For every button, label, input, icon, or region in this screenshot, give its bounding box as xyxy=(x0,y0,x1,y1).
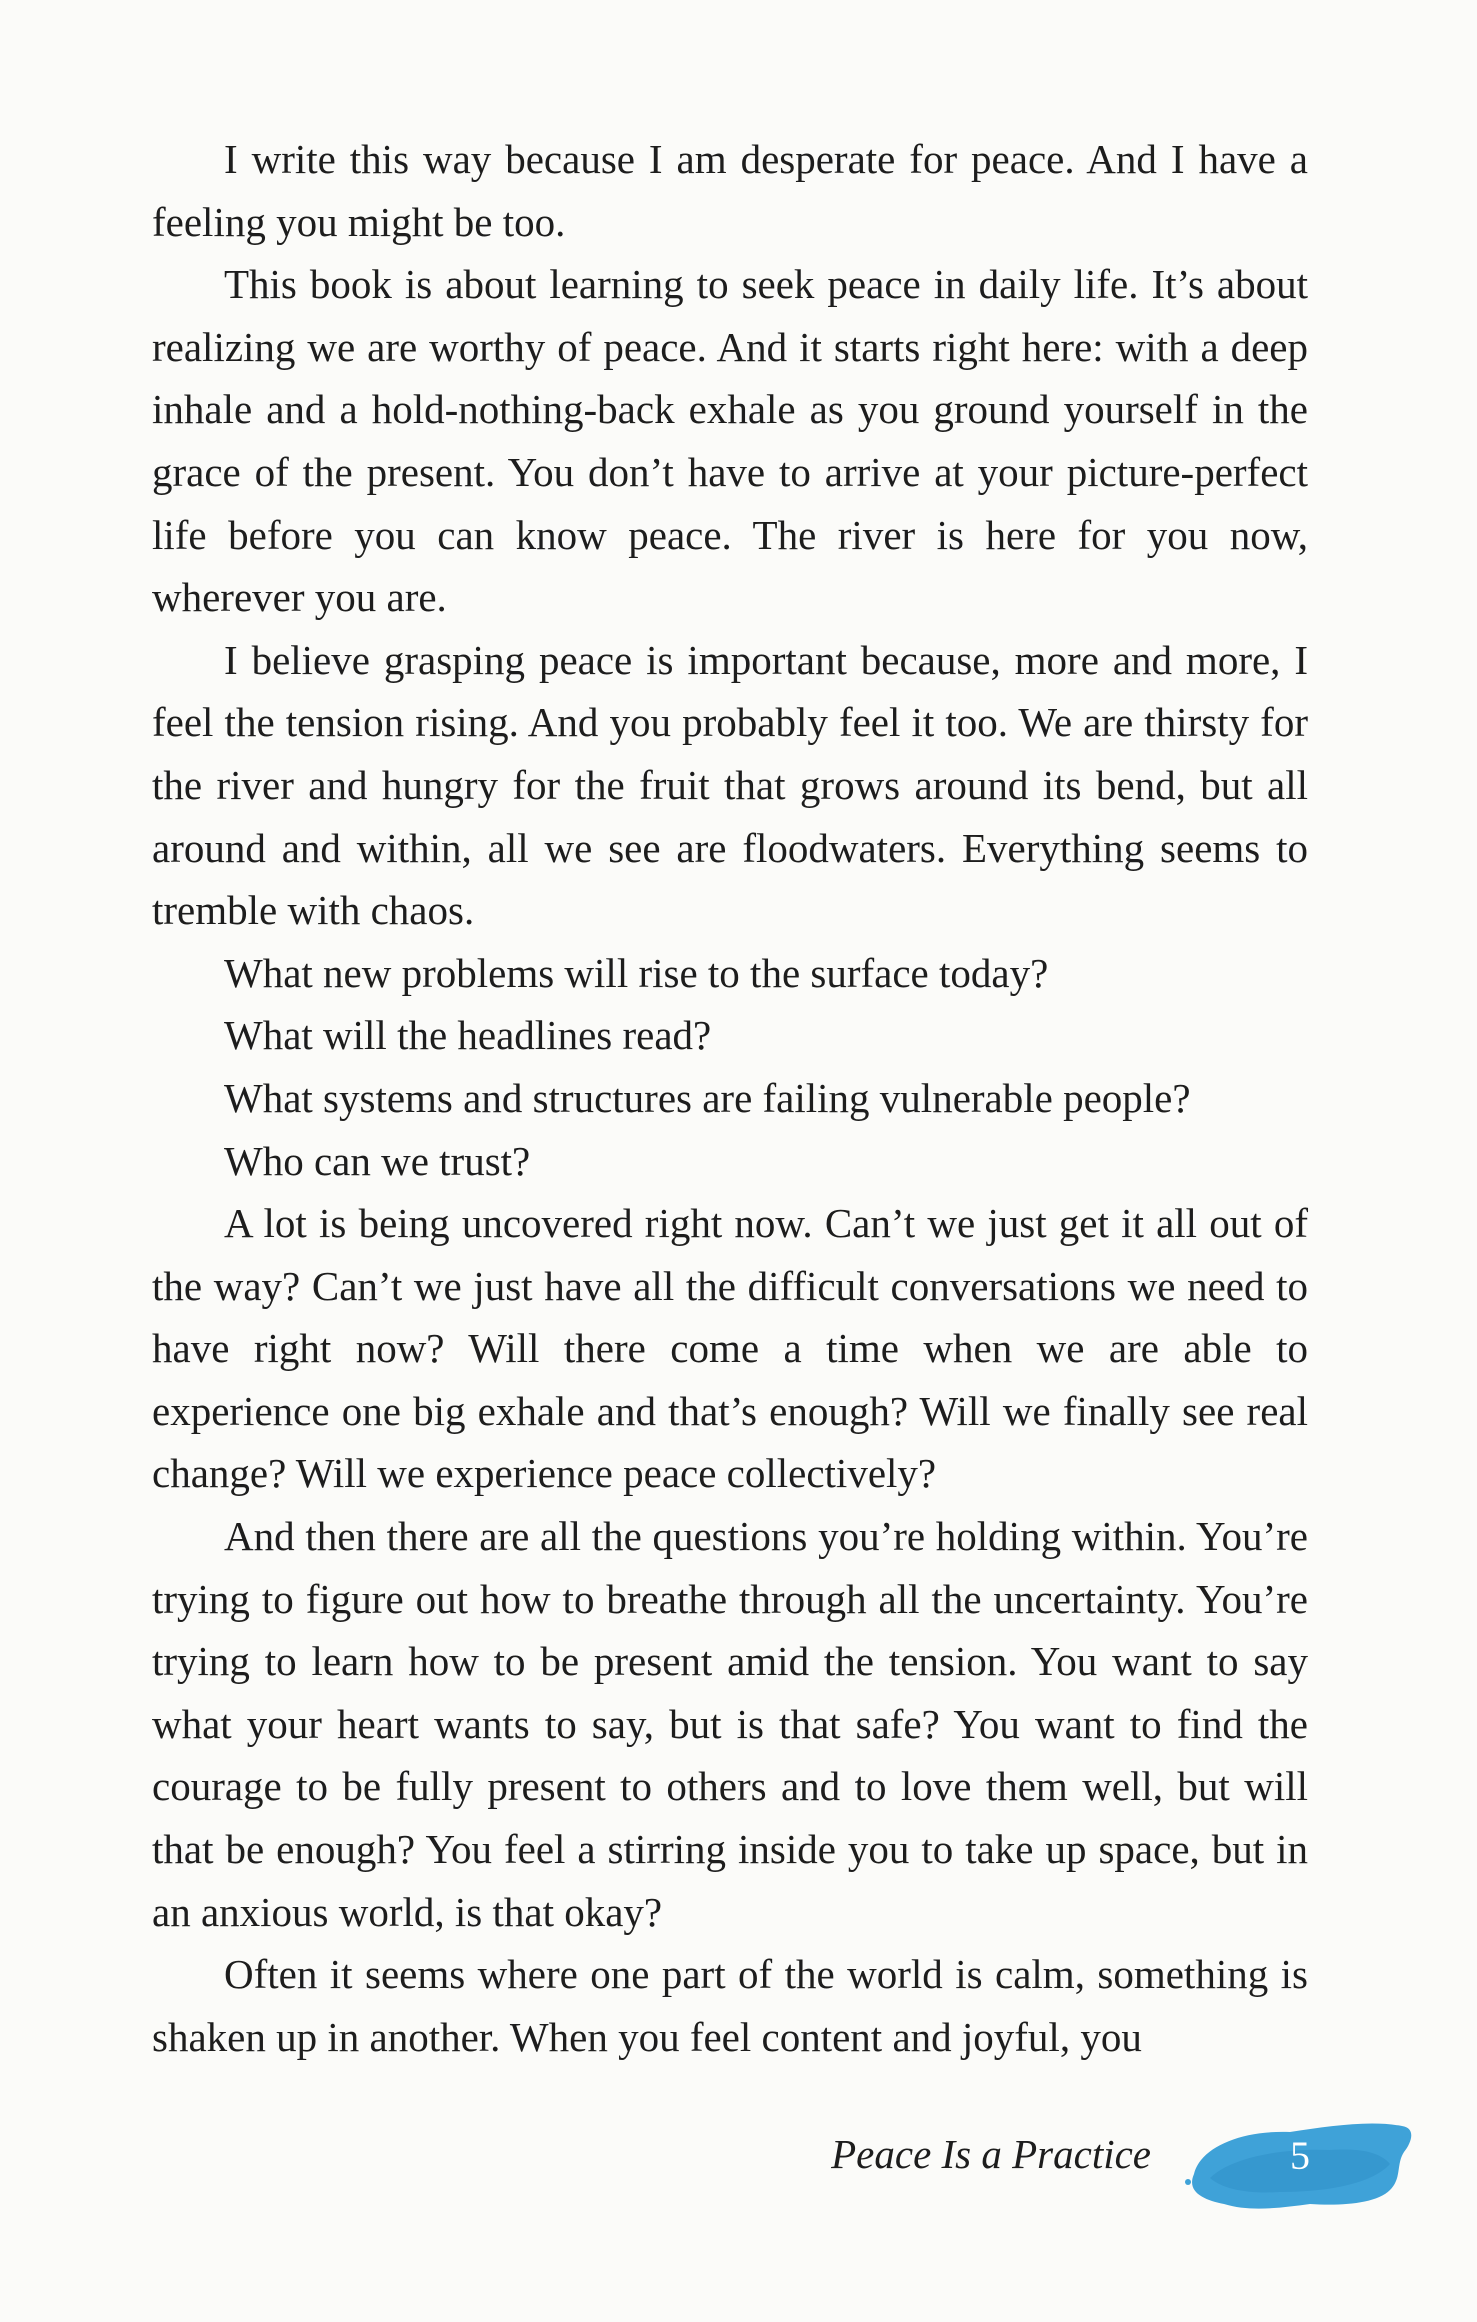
paragraph-5: And then there are all the questions you’re holding within. You’re trying to figure out how to breathe through all the uncertainty. You’re trying to learn how to be present amid the tension. You want to say what your heart wants to say, but is that safe? You want to find the courage to be fully present to others and to love them well, but will that be enough? You feel a stirring inside you to take up space, but in an anxious world, is that okay? xyxy=(152,1513,1308,1935)
page-number-badge xyxy=(1180,2108,1420,2228)
page-number: 5 xyxy=(1290,2133,1310,2178)
paragraph-4: A lot is being uncovered right now. Can’t we just get it all out of the way? Can’t we just have all the difficult conversations we need to have right now? Will there come a time when we are able to experience one big exhale and that’s enough? Will we finally see real change? Will we experience peace collectively? xyxy=(152,1200,1308,1497)
body-text xyxy=(152,128,1308,2068)
question-2: What will the headlines read? xyxy=(224,1012,712,1059)
paragraph-3: I believe grasping peace is important because, more and more, I feel the tension rising. And you probably feel it too. We are thirsty for the river and hungry for the fruit that grows around its bend, but all around and within, all we see are floodwaters. Everything seems to tremble with chaos. xyxy=(152,636,1308,934)
question-3: What systems and structures are failing vulnerable people? xyxy=(224,1074,1191,1121)
question-1: What new problems will rise to the surface today? xyxy=(224,949,1049,996)
running-footer-title: Peace Is a Practice xyxy=(831,2131,1151,2177)
page-footer xyxy=(0,2108,1477,2228)
paragraph-2: This book is about learning to seek peace in daily life. It’s about realizing we are worthy of peace. And it starts right here: with a deep inhale and a hold-nothing-back exhale as you ground yourself in the grace of the present. You don’t have to arrive at your picture-perfect life before you can know peace. The river is here for you now, wherever you are. xyxy=(152,261,1308,621)
question-4: Who can we trust? xyxy=(224,1137,531,1184)
paragraph-1: I write this way because I am desperate for peace. And I have a feeling you might be too. xyxy=(152,136,1308,245)
paragraph-6: Often it seems where one part of the world is calm, something is shaken up in another. When you feel content and joyful, you xyxy=(152,1951,1308,2060)
